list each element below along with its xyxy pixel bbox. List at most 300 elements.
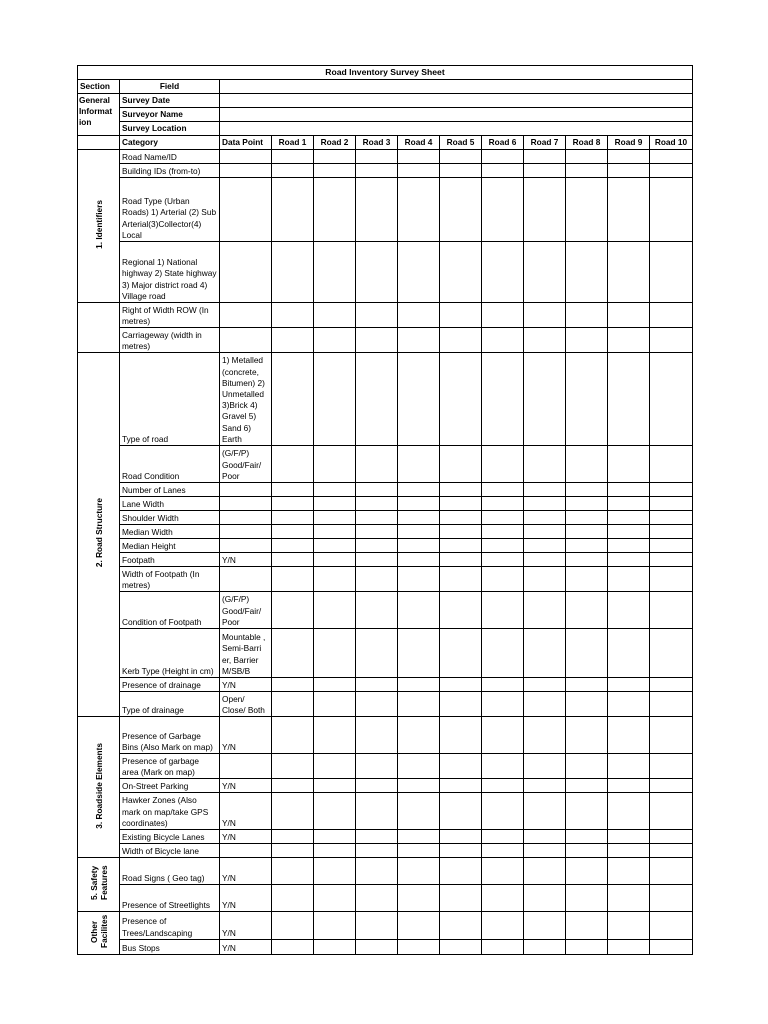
road-7-cell[interactable] — [524, 150, 566, 164]
road-7-cell[interactable] — [524, 497, 566, 511]
road-3-cell[interactable] — [356, 692, 398, 717]
road-1-cell[interactable] — [272, 353, 314, 446]
road-6-cell[interactable] — [482, 511, 524, 525]
road-9-cell[interactable] — [608, 539, 650, 553]
road-10-cell[interactable] — [650, 525, 693, 539]
road-9-cell[interactable] — [608, 553, 650, 567]
data-point-text: Y/N — [222, 943, 236, 954]
road-4-cell[interactable] — [398, 328, 440, 353]
road-6-cell[interactable] — [482, 844, 524, 858]
road-7-cell[interactable] — [524, 629, 566, 678]
road-4-cell[interactable] — [398, 592, 440, 629]
road-6-cell[interactable] — [482, 629, 524, 678]
road-5-cell[interactable] — [440, 678, 482, 692]
road-4-cell[interactable] — [398, 164, 440, 178]
road-10-cell[interactable] — [650, 567, 693, 592]
road-3-cell[interactable] — [356, 912, 398, 940]
road-3-cell[interactable] — [356, 483, 398, 497]
road-6-cell[interactable] — [482, 885, 524, 912]
road-3-cell[interactable] — [356, 525, 398, 539]
road-9-cell[interactable] — [608, 150, 650, 164]
road-4-cell[interactable] — [398, 678, 440, 692]
road-8-cell[interactable] — [566, 539, 608, 553]
road-10-cell[interactable] — [650, 912, 693, 940]
road-3-cell[interactable] — [356, 885, 398, 912]
road-1-cell[interactable] — [272, 779, 314, 793]
road-10-cell[interactable] — [650, 692, 693, 717]
road-10-cell[interactable] — [650, 446, 693, 483]
road-3-cell[interactable] — [356, 446, 398, 483]
road-5-cell[interactable] — [440, 939, 482, 955]
road-2-cell[interactable] — [314, 328, 356, 353]
road-8-cell[interactable] — [566, 303, 608, 328]
road-4-cell[interactable] — [398, 717, 440, 754]
road-4-cell[interactable] — [398, 567, 440, 592]
road-2-cell[interactable] — [314, 446, 356, 483]
road-6-cell[interactable] — [482, 553, 524, 567]
road-8-cell[interactable] — [566, 779, 608, 793]
road-9-cell[interactable] — [608, 164, 650, 178]
road-4-cell[interactable] — [398, 483, 440, 497]
road-1-cell[interactable] — [272, 830, 314, 844]
road-8-cell[interactable] — [566, 242, 608, 303]
road-5-cell[interactable] — [440, 553, 482, 567]
road-6-cell[interactable] — [482, 779, 524, 793]
road-4-cell[interactable] — [398, 242, 440, 303]
road-9-cell[interactable] — [608, 178, 650, 242]
road-3-cell[interactable] — [356, 858, 398, 885]
road-8-cell[interactable] — [566, 754, 608, 779]
road-6-cell[interactable] — [482, 830, 524, 844]
road-5-cell[interactable] — [440, 885, 482, 912]
road-6-cell[interactable] — [482, 525, 524, 539]
data-point-text: Y/N — [222, 872, 236, 883]
road-9-cell[interactable] — [608, 303, 650, 328]
road-10-cell[interactable] — [650, 242, 693, 303]
road-6-cell[interactable] — [482, 178, 524, 242]
road-7-cell[interactable] — [524, 567, 566, 592]
road-9-cell[interactable] — [608, 830, 650, 844]
road-10-cell[interactable] — [650, 779, 693, 793]
road-10-cell[interactable] — [650, 328, 693, 353]
road-8-cell[interactable] — [566, 793, 608, 830]
road-7-cell[interactable] — [524, 592, 566, 629]
road-1-cell[interactable] — [272, 754, 314, 779]
road-6-cell[interactable] — [482, 858, 524, 885]
road-7-cell[interactable] — [524, 779, 566, 793]
road-5-cell[interactable] — [440, 483, 482, 497]
road-8-cell[interactable] — [566, 678, 608, 692]
road-2-cell[interactable] — [314, 939, 356, 955]
road-7-cell[interactable] — [524, 793, 566, 830]
road-4-cell[interactable] — [398, 525, 440, 539]
road-2-cell[interactable] — [314, 483, 356, 497]
road-5-cell[interactable] — [440, 592, 482, 629]
road-1-cell[interactable] — [272, 511, 314, 525]
road-2-cell[interactable] — [314, 717, 356, 754]
road-4-cell[interactable] — [398, 844, 440, 858]
road-3-cell[interactable] — [356, 592, 398, 629]
road-1-cell[interactable] — [272, 939, 314, 955]
road-1-cell[interactable] — [272, 178, 314, 242]
road-3-cell[interactable] — [356, 629, 398, 678]
road-3-cell[interactable] — [356, 164, 398, 178]
road-2-cell[interactable] — [314, 539, 356, 553]
road-3-cell[interactable] — [356, 150, 398, 164]
road-9-cell[interactable] — [608, 844, 650, 858]
road-10-cell[interactable] — [650, 553, 693, 567]
road-4-cell[interactable] — [398, 497, 440, 511]
road-10-cell[interactable] — [650, 844, 693, 858]
road-5-cell[interactable] — [440, 511, 482, 525]
road-8-cell[interactable] — [566, 483, 608, 497]
road-2-cell[interactable] — [314, 779, 356, 793]
road-10-cell[interactable] — [650, 497, 693, 511]
road-5-cell[interactable] — [440, 830, 482, 844]
road-5-cell[interactable] — [440, 567, 482, 592]
road-9-cell[interactable] — [608, 567, 650, 592]
road-4-cell[interactable] — [398, 779, 440, 793]
road-2-cell[interactable] — [314, 511, 356, 525]
road-7-cell[interactable] — [524, 353, 566, 446]
road-5-cell[interactable] — [440, 178, 482, 242]
road-9-cell[interactable] — [608, 525, 650, 539]
road-7-cell[interactable] — [524, 483, 566, 497]
road-8-cell[interactable] — [566, 328, 608, 353]
road-1-cell[interactable] — [272, 629, 314, 678]
road-6-cell[interactable] — [482, 592, 524, 629]
road-4-cell[interactable] — [398, 885, 440, 912]
road-7-cell[interactable] — [524, 525, 566, 539]
road-6-cell[interactable] — [482, 939, 524, 955]
road-8-cell[interactable] — [566, 150, 608, 164]
road-8-cell[interactable] — [566, 844, 608, 858]
road-3-cell[interactable] — [356, 754, 398, 779]
table-row — [78, 779, 693, 793]
road-5-cell[interactable] — [440, 754, 482, 779]
road-10-cell[interactable] — [650, 629, 693, 678]
road-9-cell[interactable] — [608, 242, 650, 303]
road-8-cell[interactable] — [566, 592, 608, 629]
road-4-cell[interactable] — [398, 303, 440, 328]
road-2-cell[interactable] — [314, 858, 356, 885]
road-4-cell[interactable] — [398, 754, 440, 779]
road-10-cell[interactable] — [650, 483, 693, 497]
road-5-cell[interactable] — [440, 912, 482, 940]
road-7-cell[interactable] — [524, 328, 566, 353]
road-1-cell[interactable] — [272, 692, 314, 717]
road-9-cell[interactable] — [608, 446, 650, 483]
road-8-cell[interactable] — [566, 830, 608, 844]
road-9-cell[interactable] — [608, 678, 650, 692]
road-10-cell[interactable] — [650, 885, 693, 912]
road-2-cell[interactable] — [314, 793, 356, 830]
road-5-cell[interactable] — [440, 629, 482, 678]
road-10-cell[interactable] — [650, 793, 693, 830]
road-1-cell[interactable] — [272, 497, 314, 511]
road-1-cell[interactable] — [272, 483, 314, 497]
road-10-cell[interactable] — [650, 511, 693, 525]
road-1-cell[interactable] — [272, 242, 314, 303]
road-2-cell[interactable] — [314, 885, 356, 912]
road-4-cell[interactable] — [398, 858, 440, 885]
road-4-cell[interactable] — [398, 178, 440, 242]
road-5-cell[interactable] — [440, 497, 482, 511]
road-9-cell[interactable] — [608, 483, 650, 497]
road-5-cell[interactable] — [440, 793, 482, 830]
road-8-cell[interactable] — [566, 939, 608, 955]
road-1-cell[interactable] — [272, 885, 314, 912]
road-7-cell[interactable] — [524, 242, 566, 303]
road-8-cell[interactable] — [566, 629, 608, 678]
road-10-cell[interactable] — [650, 303, 693, 328]
road-4-cell[interactable] — [398, 511, 440, 525]
road-10-cell[interactable] — [650, 754, 693, 779]
road-8-cell[interactable] — [566, 178, 608, 242]
road-3-cell[interactable] — [356, 678, 398, 692]
road-5-cell[interactable] — [440, 150, 482, 164]
road-5-cell[interactable] — [440, 692, 482, 717]
road-4-cell[interactable] — [398, 692, 440, 717]
road-5-cell[interactable] — [440, 328, 482, 353]
column-header-category: Category — [120, 136, 220, 150]
road-2-cell[interactable] — [314, 242, 356, 303]
road-9-cell[interactable] — [608, 939, 650, 955]
road-2-cell[interactable] — [314, 844, 356, 858]
road-2-cell[interactable] — [314, 754, 356, 779]
road-4-cell[interactable] — [398, 353, 440, 446]
road-8-cell[interactable] — [566, 567, 608, 592]
road-6-cell[interactable] — [482, 164, 524, 178]
road-7-cell[interactable] — [524, 164, 566, 178]
road-10-cell[interactable] — [650, 939, 693, 955]
road-8-cell[interactable] — [566, 497, 608, 511]
road-2-cell[interactable] — [314, 678, 356, 692]
road-4-cell[interactable] — [398, 539, 440, 553]
road-6-cell[interactable] — [482, 567, 524, 592]
road-3-cell[interactable] — [356, 717, 398, 754]
road-8-cell[interactable] — [566, 717, 608, 754]
road-2-cell[interactable] — [314, 497, 356, 511]
road-7-cell[interactable] — [524, 553, 566, 567]
road-2-cell[interactable] — [314, 912, 356, 940]
road-8-cell[interactable] — [566, 511, 608, 525]
survey-date-value[interactable] — [220, 94, 693, 108]
road-6-cell[interactable] — [482, 242, 524, 303]
road-4-cell[interactable] — [398, 793, 440, 830]
road-1-cell[interactable] — [272, 553, 314, 567]
road-3-cell[interactable] — [356, 793, 398, 830]
road-9-cell[interactable] — [608, 592, 650, 629]
road-1-cell[interactable] — [272, 525, 314, 539]
road-3-cell[interactable] — [356, 844, 398, 858]
road-2-cell[interactable] — [314, 353, 356, 446]
road-8-cell[interactable] — [566, 885, 608, 912]
road-7-cell[interactable] — [524, 446, 566, 483]
road-6-cell[interactable] — [482, 150, 524, 164]
road-7-cell[interactable] — [524, 303, 566, 328]
road-9-cell[interactable] — [608, 858, 650, 885]
road-8-cell[interactable] — [566, 912, 608, 940]
road-2-cell[interactable] — [314, 692, 356, 717]
road-9-cell[interactable] — [608, 912, 650, 940]
road-6-cell[interactable] — [482, 446, 524, 483]
road-8-cell[interactable] — [566, 164, 608, 178]
road-1-cell[interactable] — [272, 844, 314, 858]
road-8-cell[interactable] — [566, 446, 608, 483]
road-1-cell[interactable] — [272, 912, 314, 940]
road-2-cell[interactable] — [314, 567, 356, 592]
road-1-cell[interactable] — [272, 328, 314, 353]
road-3-cell[interactable] — [356, 567, 398, 592]
road-9-cell[interactable] — [608, 779, 650, 793]
road-5-cell[interactable] — [440, 779, 482, 793]
road-9-cell[interactable] — [608, 497, 650, 511]
road-6-cell[interactable] — [482, 717, 524, 754]
road-7-cell[interactable] — [524, 830, 566, 844]
road-6-cell[interactable] — [482, 497, 524, 511]
road-9-cell[interactable] — [608, 629, 650, 678]
road-3-cell[interactable] — [356, 303, 398, 328]
road-2-cell[interactable] — [314, 178, 356, 242]
road-6-cell[interactable] — [482, 328, 524, 353]
road-3-cell[interactable] — [356, 553, 398, 567]
road-2-cell[interactable] — [314, 629, 356, 678]
road-5-cell[interactable] — [440, 164, 482, 178]
road-7-cell[interactable] — [524, 692, 566, 717]
road-7-cell[interactable] — [524, 539, 566, 553]
road-5-cell[interactable] — [440, 446, 482, 483]
road-7-cell[interactable] — [524, 178, 566, 242]
road-3-cell[interactable] — [356, 497, 398, 511]
road-3-cell[interactable] — [356, 242, 398, 303]
road-7-cell[interactable] — [524, 844, 566, 858]
road-7-cell[interactable] — [524, 912, 566, 940]
road-1-cell[interactable] — [272, 539, 314, 553]
surveyor-name-value[interactable] — [220, 108, 693, 122]
road-9-cell[interactable] — [608, 717, 650, 754]
road-10-cell[interactable] — [650, 592, 693, 629]
road-7-cell[interactable] — [524, 858, 566, 885]
road-10-cell[interactable] — [650, 178, 693, 242]
column-header-road-7: Road 7 — [524, 136, 566, 150]
road-7-cell[interactable] — [524, 678, 566, 692]
road-4-cell[interactable] — [398, 150, 440, 164]
road-1-cell[interactable] — [272, 303, 314, 328]
road-2-cell[interactable] — [314, 525, 356, 539]
road-6-cell[interactable] — [482, 793, 524, 830]
road-6-cell[interactable] — [482, 678, 524, 692]
road-9-cell[interactable] — [608, 754, 650, 779]
road-3-cell[interactable] — [356, 539, 398, 553]
road-5-cell[interactable] — [440, 717, 482, 754]
road-1-cell[interactable] — [272, 446, 314, 483]
road-4-cell[interactable] — [398, 446, 440, 483]
road-5-cell[interactable] — [440, 858, 482, 885]
road-10-cell[interactable] — [650, 353, 693, 446]
road-8-cell[interactable] — [566, 692, 608, 717]
road-2-cell[interactable] — [314, 830, 356, 844]
road-1-cell[interactable] — [272, 678, 314, 692]
road-4-cell[interactable] — [398, 629, 440, 678]
road-10-cell[interactable] — [650, 150, 693, 164]
road-3-cell[interactable] — [356, 178, 398, 242]
road-1-cell[interactable] — [272, 858, 314, 885]
road-5-cell[interactable] — [440, 525, 482, 539]
road-6-cell[interactable] — [482, 754, 524, 779]
road-4-cell[interactable] — [398, 912, 440, 940]
road-2-cell[interactable] — [314, 164, 356, 178]
road-9-cell[interactable] — [608, 692, 650, 717]
road-3-cell[interactable] — [356, 353, 398, 446]
road-1-cell[interactable] — [272, 150, 314, 164]
road-8-cell[interactable] — [566, 553, 608, 567]
road-1-cell[interactable] — [272, 567, 314, 592]
road-6-cell[interactable] — [482, 483, 524, 497]
road-3-cell[interactable] — [356, 779, 398, 793]
road-8-cell[interactable] — [566, 353, 608, 446]
road-6-cell[interactable] — [482, 912, 524, 940]
road-1-cell[interactable] — [272, 793, 314, 830]
road-5-cell[interactable] — [440, 303, 482, 328]
road-2-cell[interactable] — [314, 150, 356, 164]
road-10-cell[interactable] — [650, 830, 693, 844]
category-cell — [120, 511, 220, 525]
road-7-cell[interactable] — [524, 511, 566, 525]
road-4-cell[interactable] — [398, 830, 440, 844]
road-7-cell[interactable] — [524, 717, 566, 754]
road-2-cell[interactable] — [314, 553, 356, 567]
road-4-cell[interactable] — [398, 939, 440, 955]
road-3-cell[interactable] — [356, 328, 398, 353]
road-2-cell[interactable] — [314, 303, 356, 328]
road-7-cell[interactable] — [524, 939, 566, 955]
road-5-cell[interactable] — [440, 242, 482, 303]
road-9-cell[interactable] — [608, 353, 650, 446]
road-5-cell[interactable] — [440, 539, 482, 553]
road-5-cell[interactable] — [440, 353, 482, 446]
road-7-cell[interactable] — [524, 885, 566, 912]
road-10-cell[interactable] — [650, 164, 693, 178]
road-10-cell[interactable] — [650, 539, 693, 553]
road-10-cell[interactable] — [650, 858, 693, 885]
road-6-cell[interactable] — [482, 539, 524, 553]
road-9-cell[interactable] — [608, 885, 650, 912]
road-3-cell[interactable] — [356, 830, 398, 844]
road-9-cell[interactable] — [608, 328, 650, 353]
road-3-cell[interactable] — [356, 939, 398, 955]
road-7-cell[interactable] — [524, 754, 566, 779]
road-6-cell[interactable] — [482, 353, 524, 446]
road-8-cell[interactable] — [566, 525, 608, 539]
road-1-cell[interactable] — [272, 164, 314, 178]
road-6-cell[interactable] — [482, 303, 524, 328]
road-1-cell[interactable] — [272, 717, 314, 754]
road-10-cell[interactable] — [650, 678, 693, 692]
road-3-cell[interactable] — [356, 511, 398, 525]
road-1-cell[interactable] — [272, 592, 314, 629]
road-4-cell[interactable] — [398, 553, 440, 567]
survey-location-value[interactable] — [220, 122, 693, 136]
road-9-cell[interactable] — [608, 511, 650, 525]
road-2-cell[interactable] — [314, 592, 356, 629]
road-10-cell[interactable] — [650, 717, 693, 754]
road-6-cell[interactable] — [482, 692, 524, 717]
road-8-cell[interactable] — [566, 858, 608, 885]
road-9-cell[interactable] — [608, 793, 650, 830]
road-5-cell[interactable] — [440, 844, 482, 858]
header-blank[interactable] — [220, 80, 693, 94]
